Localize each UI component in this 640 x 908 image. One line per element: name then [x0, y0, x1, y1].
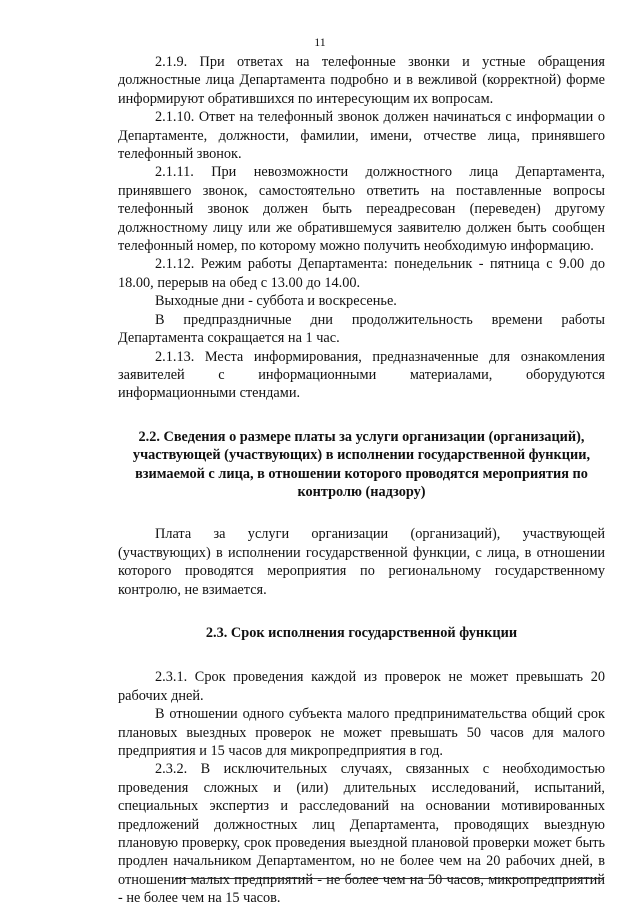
paragraph-2-3-1: 2.3.1. Срок проведения каждой из проверок не может превышать 20 рабочих дней.	[118, 669, 605, 704]
section-heading-2-3: 2.3. Срок исполнения государственной функции	[205, 624, 518, 641]
paragraph-2-3-2: 2.3.2. В исключительных случаях, связанных с необходимостью проведения сложных и (или) длительных исследований, испытаний, специальных экспертиз и расследований на основании мотивированных предложений должностных лиц Департамента, проводящих выездную плановую проверку, срок проведения выездной плановой проверки может быть продлен начальником Департаментом, но не более чем на 20 рабочих дней, в отношении малых предприятий - не более чем на 50 часов, микропредприятий - не более чем на 15 часов.	[118, 761, 605, 907]
paragraph-2-1-12: 2.1.12. Режим работы Департамента: понедельник - пятница с 9.00 до 18.00, перерыв на обед с 13.00 до 14.00.	[118, 256, 605, 291]
paragraph-preholiday: В предпраздничные дни продолжительность времени работы Департамента сокращается на 1 час.	[118, 311, 605, 347]
paragraph-2-1-9: 2.1.9. При ответах на телефонные звонки и устные обращения должностные лица Департамента подробно и в вежливой (корректной) форме информируют обратившихся по интересующим их вопросам.	[118, 54, 605, 107]
section-heading-2-2: 2.2. Сведения о размере платы за услуги организации (организаций), участвующей (участвующих) в исполнении государственной функции, взимаемой с лица, в отношении которого проводятся мероприятия по контролю (надзору)	[132, 428, 591, 500]
paragraph-2-1-11: 2.1.11. При невозможности должностного лица Департамента, принявшего звонок, самостоятельно ответить на поставленные вопросы телефонный звонок должен быть переадресован (переведен) другому должностному лицу или же обратившемуся заявителю должен быть сообщен телефонный номер, по которому можно получить необходимую информацию.	[118, 164, 605, 255]
paragraph-weekend: Выходные дни - суббота и воскресенье.	[155, 293, 397, 310]
footer-divider	[175, 878, 603, 879]
paragraph-2-1-13: 2.1.13. Места информирования, предназначенные для ознакомления заявителей с информационными материалами, оборудуются информационными стендами.	[118, 348, 605, 402]
page-number: 11	[314, 35, 326, 49]
paragraph-2-1-10: 2.1.10. Ответ на телефонный звонок должен начинаться с информации о Департаменте, должности, фамилии, имени, отчестве лица, принявшего телефонный звонок.	[118, 109, 605, 163]
paragraph-2-2-body: Плата за услуги организации (организаций), участвующей (участвующих) в исполнении государственной функции, с лица, в отношении которого проводятся мероприятия по региональному государственному контролю, не взимается.	[118, 526, 605, 598]
paragraph-small-business: В отношении одного субъекта малого предпринимательства общий срок плановых выездных проверок не может превышать 50 часов для малого предприятия и 15 часов для микропредприятия в год.	[118, 706, 605, 759]
document-body	[118, 53, 605, 908]
